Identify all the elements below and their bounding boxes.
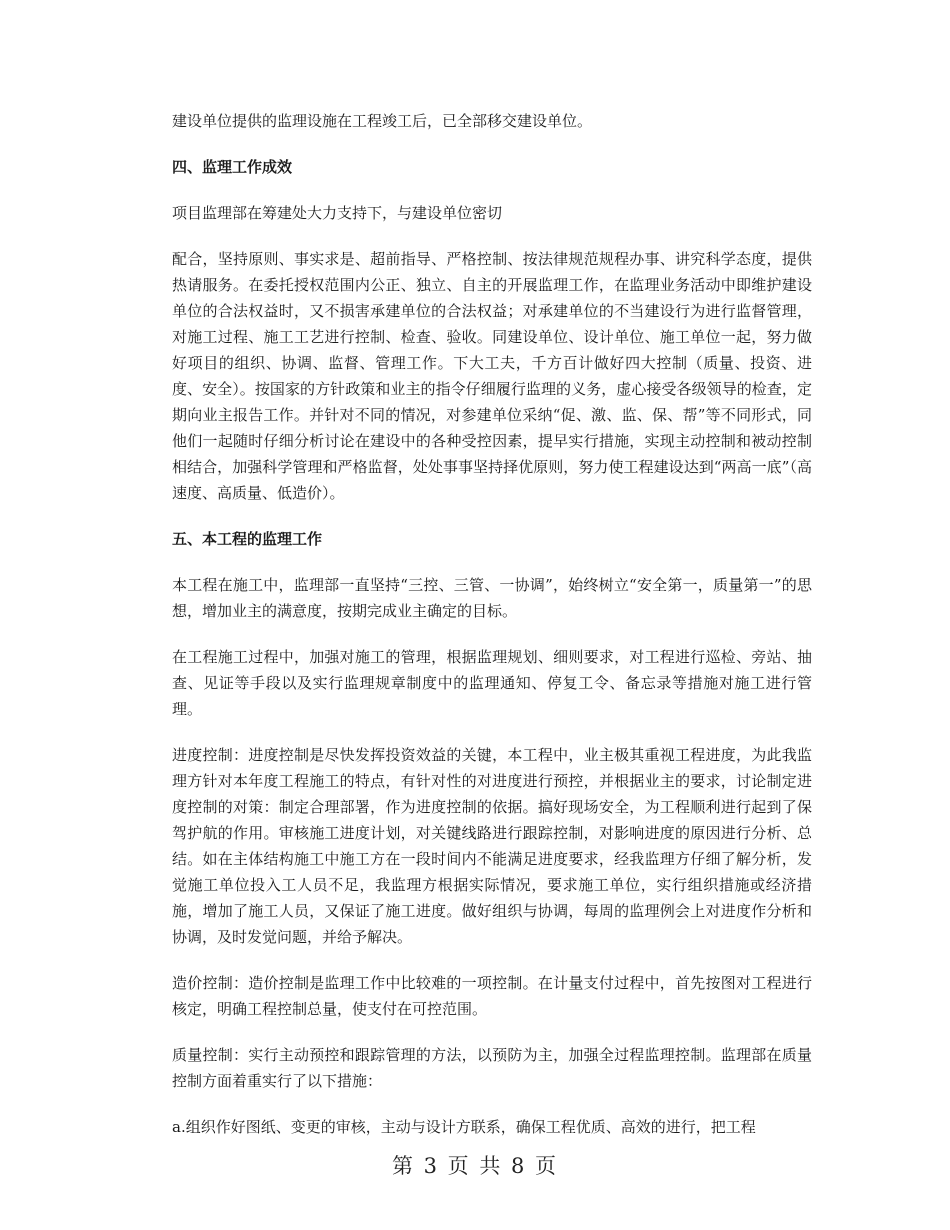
paragraph-facilities-handover: 建设单位提供的监理设施在工程竣工后，已全部移交建设单位。 — [172, 112, 593, 130]
paragraph-cooperation-intro: 项目监理部在筹建处大力支持下，与建设单位密切 — [172, 204, 503, 222]
document-body — [172, 108, 812, 1160]
paragraph-three-controls: 本工程在施工中，监理部一直坚持“三控、三管、一协调”，始终树立“安全第一，质量第一”的思想，增加业主的满意度，按期完成业主确定的目标。 — [172, 576, 812, 620]
page-number-footer: 第 3 页 共 8 页 — [391, 1154, 559, 1178]
paragraph-cost-control: 造价控制：造价控制是监理工作中比较难的一项控制。在计量支付过程中，首先按图对工程进行核定，明确工程控制总量，使支付在可控范围。 — [172, 974, 812, 1018]
section-heading-5: 五、本工程的监理工作 — [172, 530, 323, 548]
paragraph-measure-a: a.组织作好图纸、变更的审核，主动与设计方联系，确保工程优质、高效的进行，把工程 — [172, 1118, 756, 1136]
paragraph-quality-control: 质量控制：实行主动预控和跟踪管理的方法，以预防为主，加强全过程监理控制。监理部在质量控制方面着重实行了以下措施： — [172, 1046, 812, 1090]
paragraph-construction-management: 在工程施工过程中，加强对施工的管理，根据监理规划、细则要求，对工程进行巡检、旁站、抽查、见证等手段以及实行监理规章制度中的监理通知、停复工令、备忘录等措施对施工进行管理。 — [172, 648, 812, 718]
paragraph-cooperation-detail: 配合，坚持原则、事实求是、超前指导、严格控制、按法律规范规程办事、讲究科学态度，提供热请服务。在委托授权范围内公正、独立、自主的开展监理工作，在监理业务活动中即维护建设单位的合法权益时，又不损害承建单位的合法权益；对承建单位的不当建设行为进行监督管理，对施工过程、施工工艺进行控制、检查、验收。同建设单位、设计单位、施工单位一起，努力做好项目的组织、协调、监督、管理工作。下大工夫，千方百计做好四大控制（质量、投资、进度、安全）。按国家的方针政策和业主的指令仔细履行监理的义务，虚心接受各级领导的检查，定期向业主报告工作。并针对不同的情况，对参建单位采纳“促、激、监、保、帮”等不同形式，同他们一起随时仔细分析讨论在建设中的各种受控因素，提早实行措施，实现主动控制和被动控制相结合，加强科学管理和严格监督，处处事事坚持择优原则，努力使工程建设达到“两高一底”（高速度、高质量、低造价）。 — [172, 250, 812, 502]
paragraph-schedule-control: 进度控制：进度控制是尽快发挥投资效益的关键，本工程中，业主极其重视工程进度，为此我监理方针对本年度工程施工的特点，有针对性的对进度进行预控，并根据业主的要求，讨论制定进度控制的对策：制定合理部署，作为进度控制的依据。搞好现场安全，为工程顺利进行起到了保驾护航的作用。审核施工进度计划，对关键线路进行跟踪控制，对影响进度的原因进行分析、总结。如在主体结构施工中施工方在一段时间内不能满足进度要求，经我监理方仔细了解分析，发觉施工单位投入工人员不足，我监理方根据实际情况，要求施工单位，实行组织措施或经济措施，增加了施工人员，又保证了施工进度。做好组织与协调，每周的监理例会上对进度作分析和协调，及时发觉问题，并给予解决。 — [172, 746, 812, 946]
section-heading-4: 四、监理工作成效 — [172, 158, 293, 176]
